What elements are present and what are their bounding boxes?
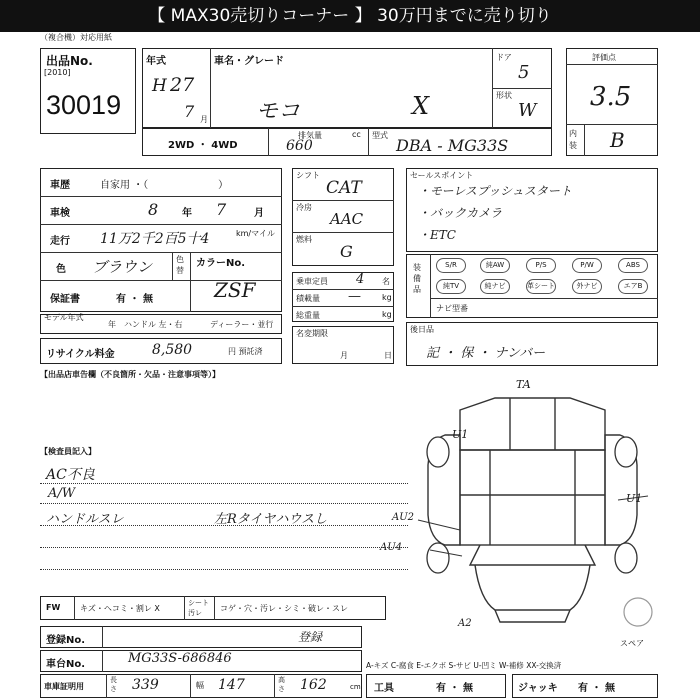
- navi-label: ナビ型番: [436, 304, 468, 313]
- spare-label: スペア: [620, 639, 644, 648]
- lot-label: 出品No.: [46, 54, 93, 68]
- dealer: ディーラー・並行: [210, 320, 274, 329]
- owner-change-day: 日: [384, 351, 392, 360]
- inspection-year: 8: [148, 200, 159, 219]
- disp-value: 660: [286, 138, 313, 154]
- model-name: モコ: [256, 99, 301, 124]
- damage-mark-left-low: AU4: [380, 542, 403, 553]
- sales-point-item: ・ETC: [418, 228, 456, 242]
- weight-label: 総重量: [296, 311, 320, 320]
- equipment-label: 装備品: [413, 263, 421, 294]
- inspection-month-unit: 月: [254, 208, 264, 219]
- banner: 【 MAX30売切りコーナー 】 30万円までに売り切り: [0, 0, 700, 32]
- ac-label: 冷房: [296, 203, 312, 212]
- color-code-label: カラーNo.: [196, 258, 246, 269]
- jack-value: 有 ・ 無: [578, 683, 615, 694]
- warranty-label: 保証書: [50, 294, 80, 305]
- color-change-label: 色替: [176, 255, 184, 275]
- fw-label: FW: [46, 603, 61, 612]
- registration-label: 登録No.: [46, 635, 86, 646]
- inspector-label: 【検査員記入】: [40, 447, 96, 456]
- type-value: DBA - MG33S: [396, 136, 509, 155]
- color-value: ブラウン: [92, 258, 153, 276]
- fuel-value: G: [340, 242, 353, 261]
- inspector-line: ハンドルスレ: [46, 512, 124, 527]
- warranty-value: 有 ・ 無: [116, 294, 153, 305]
- disp-unit: cc: [352, 130, 361, 139]
- drive-options: 2WD ・ 4WD: [168, 140, 238, 151]
- interior-value: B: [610, 128, 625, 152]
- equipment-option: 外ナビ: [572, 279, 602, 294]
- damage-mark-left-mid: AU2: [392, 512, 415, 523]
- doors-value: 5: [518, 62, 530, 83]
- load-value: —: [348, 289, 361, 304]
- fw-text: キズ・ヘコミ・割レ X: [80, 604, 160, 613]
- equipment-option: 純AW: [480, 258, 510, 273]
- sales-point-item: ・モーレスプッシュスタート: [418, 184, 572, 198]
- model-grade: X: [412, 92, 430, 120]
- tools-value: 有 ・ 無: [436, 683, 473, 694]
- inspection-month: 7: [216, 200, 227, 219]
- history-label: 車歴: [50, 180, 70, 191]
- mileage-unit: km/マイル: [236, 229, 275, 238]
- equipment-option: S/R: [436, 258, 466, 273]
- capacity-label: 乗車定員: [296, 277, 328, 286]
- damage-mark-left-top: U1: [452, 428, 469, 441]
- seat-text: コゲ・穴・汚レ・シミ・破レ・スレ: [220, 604, 348, 613]
- jack-label: ジャッキ: [518, 683, 558, 694]
- length-value: 339: [132, 677, 159, 693]
- score-value: 3.5: [590, 82, 632, 112]
- width-value: 147: [218, 677, 245, 693]
- later-parts-label: 後日品: [410, 325, 434, 334]
- year-month-suffix: 月: [200, 115, 208, 124]
- equipment-option: 純TV: [436, 279, 466, 294]
- type-label: 型式: [372, 131, 388, 140]
- doors-label: ドア: [496, 53, 512, 62]
- inspector-note-right: 左Rタイヤハウスし: [214, 512, 328, 527]
- year-era: H: [152, 76, 167, 96]
- size-label: 車庫証明用: [44, 682, 84, 691]
- sales-points-label: セールスポイント: [410, 171, 474, 180]
- length-label: 長さ: [110, 676, 117, 693]
- recycle-label: リサイクル料金: [46, 349, 115, 360]
- equipment-option: エアB: [618, 279, 648, 294]
- year-label: 年式: [146, 56, 166, 67]
- shift-label: シフト: [296, 171, 320, 180]
- inspection-year-unit: 年: [182, 208, 192, 219]
- owner-change-label: 名変期限: [296, 329, 328, 338]
- damage-mark-right: U1: [626, 492, 643, 505]
- weight-unit: kg: [382, 310, 392, 319]
- history-value: 自家用 ・（ ）: [100, 180, 229, 191]
- seat-label: シート汚レ: [188, 599, 209, 617]
- year-month: 7: [184, 102, 195, 121]
- seller-notes-label: 【出品店車告欄（不良箇所・欠品・注意事項等）】: [40, 370, 220, 379]
- fuel-label: 燃料: [296, 235, 312, 244]
- load-unit: kg: [382, 293, 392, 302]
- inspector-line: AC不良: [46, 467, 95, 483]
- sales-point-item: ・バックカメラ: [418, 206, 503, 220]
- equipment-option: 革シート: [526, 279, 556, 294]
- owner-change-unit: 月: [340, 351, 348, 360]
- inspector-line: A/W: [48, 486, 76, 501]
- color-code: ZSF: [214, 278, 256, 302]
- car-diagram: [400, 380, 662, 630]
- disp-label: 排気量: [298, 131, 322, 140]
- damage-mark-top: TA: [516, 378, 531, 391]
- width-label: 幅: [196, 681, 204, 690]
- year-value: 27: [170, 74, 195, 96]
- chassis-label: 車台No.: [46, 659, 86, 670]
- equipment-option: 純ナビ: [480, 279, 510, 294]
- mileage-value: 11万2千2百5十4: [100, 231, 210, 247]
- model-year-label: モデル年式: [44, 313, 84, 322]
- equipment-option: P/W: [572, 258, 602, 273]
- handle: ハンドル 左・右: [124, 320, 183, 329]
- shift-value: CAT: [326, 178, 362, 198]
- equipment-option: P/S: [526, 258, 556, 273]
- form-subtitle: （複合機）対応用紙: [40, 33, 112, 42]
- load-label: 積載量: [296, 294, 320, 303]
- shape-label: 形状: [496, 91, 512, 100]
- capacity-value: 4: [356, 272, 365, 287]
- chassis-value: MG33S-686846: [128, 651, 232, 666]
- ac-value: AAC: [330, 210, 364, 228]
- registration-note: 登録: [298, 630, 323, 644]
- lot-number: 30019: [46, 90, 122, 120]
- model-year-unit: 年: [108, 320, 116, 329]
- recycle-unit: 円 預託済: [228, 347, 263, 356]
- recycle-value: 8,580: [152, 342, 193, 358]
- height-value: 162: [300, 677, 327, 693]
- color-label: 色: [56, 264, 66, 275]
- damage-mark-bottom: A2: [458, 618, 472, 629]
- inspection-label: 車検: [50, 208, 70, 219]
- equipment-option: ABS: [618, 258, 648, 273]
- height-label: 高さ: [278, 676, 285, 693]
- score-label: 評価点: [592, 53, 616, 62]
- shape-value: W: [518, 100, 537, 121]
- damage-legend: A-キズ C-腐食 E-エクボ S-サビ U-凹ミ W-補修 XX-交換済: [366, 661, 562, 670]
- capacity-unit: 名: [382, 277, 390, 286]
- interior-label: 内装: [569, 129, 577, 150]
- mileage-label: 走行: [50, 236, 70, 247]
- lot-year-tag: [2010]: [44, 68, 71, 77]
- tools-label: 工具: [374, 683, 394, 694]
- size-unit: cm: [350, 683, 361, 691]
- model-label: 車名・グレード: [214, 56, 284, 67]
- later-parts-value: 記 ・ 保 ・ ナンバー: [426, 346, 545, 361]
